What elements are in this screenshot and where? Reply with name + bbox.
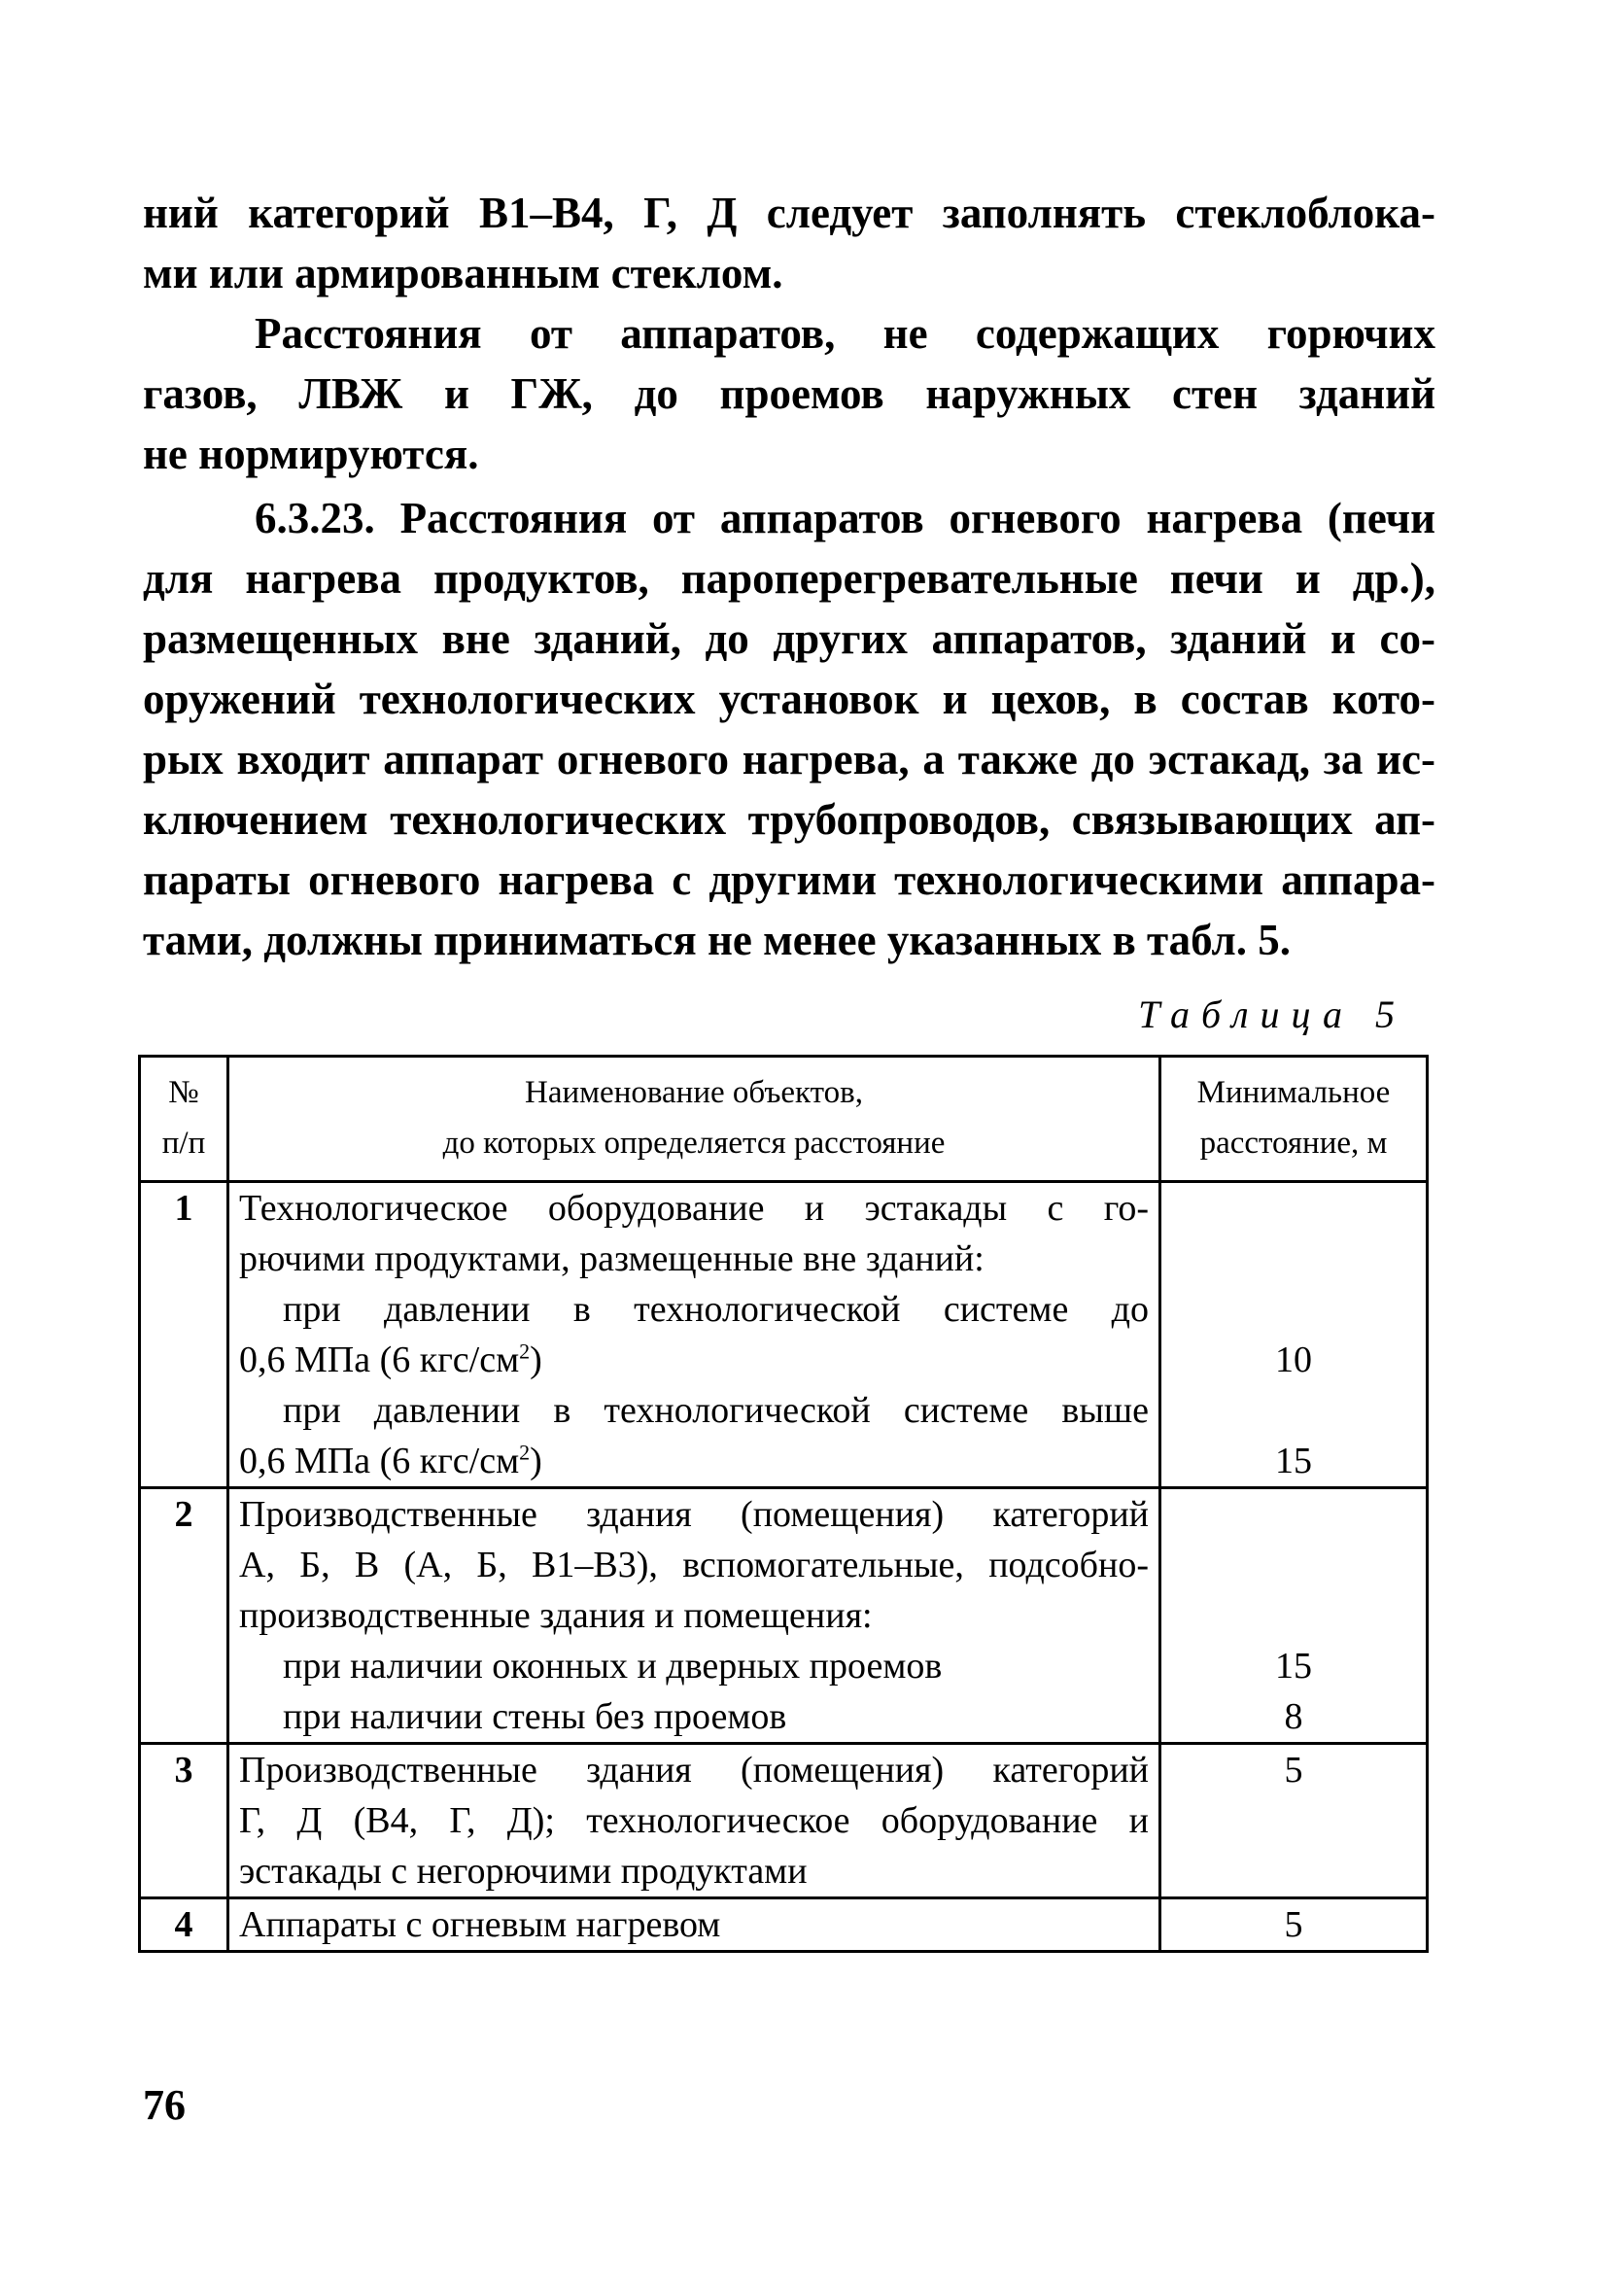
page-number: 76	[143, 2081, 186, 2129]
row-number: 3	[140, 1744, 228, 1898]
text-line: Расстояния от аппаратов, не содержащих горючих	[255, 309, 1435, 358]
table-caption: Таблица 5	[1138, 992, 1406, 1036]
text-line: для нагрева продуктов, пароперегревательные печи и др.),	[143, 554, 1435, 603]
row-distance: 5	[1160, 1898, 1428, 1952]
row-number: 2	[140, 1488, 228, 1744]
table-row	[140, 1488, 1428, 1744]
row-number: 4	[140, 1898, 228, 1952]
text-line: оружений технологических установок и цехов, в состав кото-	[143, 675, 1435, 723]
table-header-row	[140, 1057, 1428, 1182]
header-object-name: Наименование объектов, до которых определяется расстояние	[228, 1057, 1160, 1182]
row-number: 1	[140, 1182, 228, 1488]
paragraph-continuation	[143, 183, 1435, 303]
text-line: ний категорий В1–В4, Г, Д следует заполнять стеклоблока-	[143, 189, 1435, 237]
text-line: 6.3.23. Расстояния от аппаратов огневого нагрева (печи	[255, 494, 1435, 542]
row-distance: 15 8	[1160, 1488, 1428, 1744]
row-distance: 10 15	[1160, 1182, 1428, 1488]
text-line: не нормируются.	[143, 430, 479, 478]
row-description: Производственные здания (помещения) категорий Г, Д (В4, Г, Д); технологическое оборудование и эстакады с негорючими продуктами	[228, 1744, 1160, 1898]
text-line: параты огневого нагрева с другими технологическими аппара-	[143, 855, 1435, 904]
text-line: ми или армированным стеклом.	[143, 249, 783, 297]
table-row	[140, 1744, 1428, 1898]
paragraph-6-3-23	[143, 488, 1435, 970]
table-row	[140, 1182, 1428, 1488]
text-line: размещенных вне зданий, до других аппаратов, зданий и со-	[143, 614, 1435, 663]
row-description: Технологическое оборудование и эстакады с го- рючими продуктами, размещенные вне зданий: при давлении в технологической системе до 0,6 МПа (6 кгс/$см^2$) при давлении в технологической системе выше 0,6 МПа (6 кгс/$см^2$)	[228, 1182, 1160, 1488]
paragraph-distances-not-regulated	[143, 303, 1435, 484]
row-description: Аппараты с огневым нагревом	[228, 1898, 1160, 1952]
text-line: рых входит аппарат огневого нагрева, а также до эстакад, за ис-	[143, 735, 1435, 783]
distances-table	[138, 1055, 1429, 1953]
table-row	[140, 1898, 1428, 1952]
row-description: Производственные здания (помещения) категорий А, Б, В (А, Б, В1–В3), вспомогательные, подсобно- производственные здания и помещения: при наличии оконных и дверных проемов при наличии стены без проемов	[228, 1488, 1160, 1744]
row-distance: 5	[1160, 1744, 1428, 1898]
text-line: ключением технологических трубопроводов, связывающих ап-	[143, 795, 1435, 844]
header-number: № п/п	[140, 1057, 228, 1182]
text-line: тами, должны приниматься не менее указанных в табл. 5.	[143, 916, 1292, 964]
text-line: газов, ЛВЖ и ГЖ, до проемов наружных стен зданий	[143, 369, 1435, 418]
header-min-distance: Минимальное расстояние, м	[1160, 1057, 1428, 1182]
